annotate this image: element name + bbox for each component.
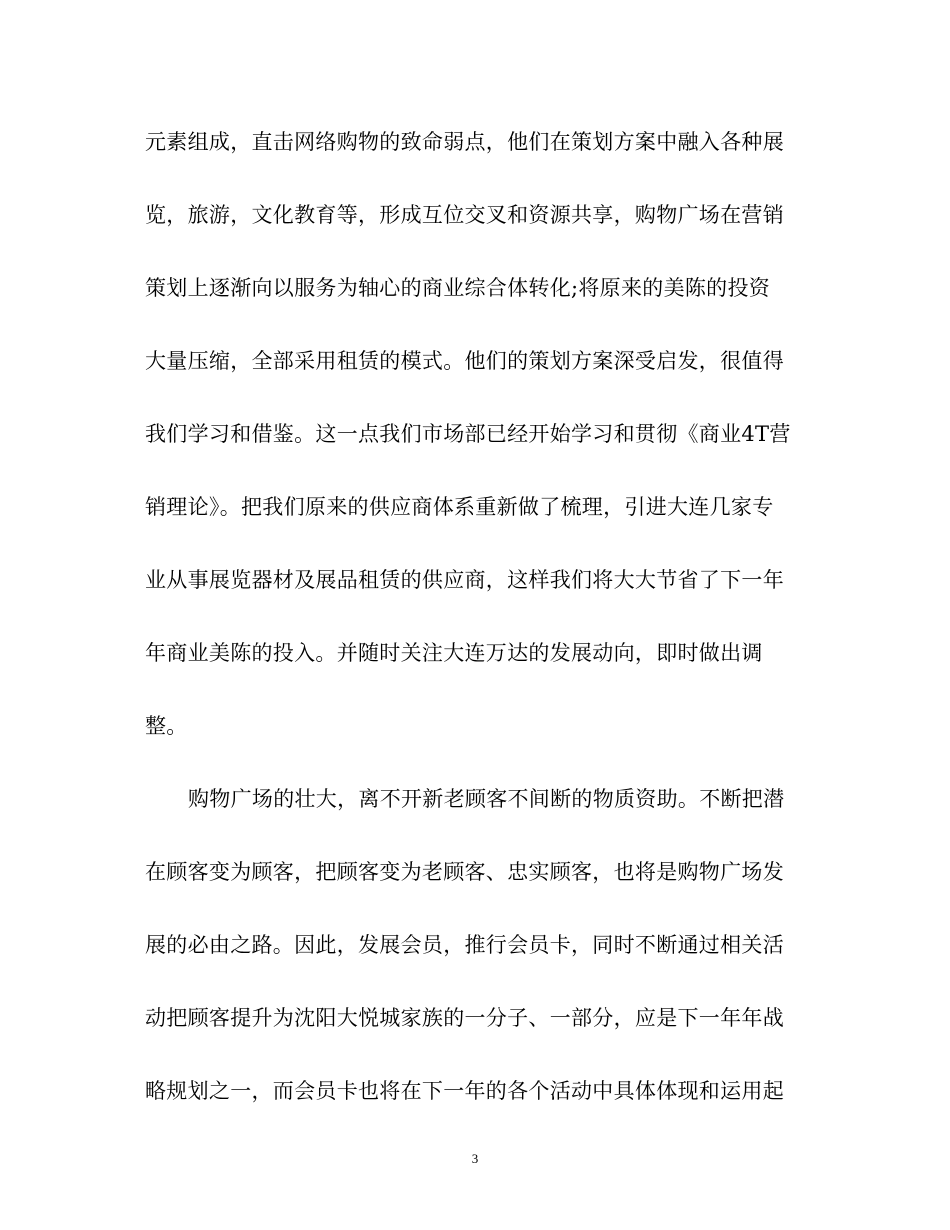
text-line: 大量压缩，全部采用租赁的模式。他们的策划方案深受启发，很值得 [145, 349, 784, 373]
text-line: 年商业美陈的投入。并随时关注大连万达的发展动向，即时做出调 [145, 641, 763, 665]
text-line: 业从事展览器材及展品租赁的供应商，这样我们将大大节省了下一年 [145, 568, 784, 592]
text-line: 在顾客变为顾客，把顾客变为老顾客、忠实顾客，也将是购物广场发 [145, 860, 784, 884]
page-number: 3 [471, 1151, 479, 1166]
text-line: 展的必由之路。因此，发展会员，推行会员卡，同时不断通过相关活 [145, 933, 784, 957]
text-line: 整。 [145, 714, 188, 738]
text-line: 动把顾客提升为沈阳大悦城家族的一分子、一部分，应是下一年年战 [145, 1006, 784, 1030]
text-line: 我们学习和借鉴。这一点我们市场部已经开始学习和贯彻《商业4T营 [145, 422, 791, 446]
text-line: 元素组成，直击网络购物的致命弱点，他们在策划方案中融入各种展 [145, 130, 784, 154]
paragraph-first-line: 购物广场的壮大，离不开新老顾客不间断的物质资助。不断把潜 [188, 787, 785, 811]
text-line: 略规划之一，而会员卡也将在下一年的各个活动中具体体现和运用起 [145, 1079, 784, 1103]
text-line: 览，旅游，文化教育等，形成互位交叉和资源共享，购物广场在营销 [145, 203, 784, 227]
text-line: 策划上逐渐向以服务为轴心的商业综合体转化;将原来的美陈的投资 [145, 276, 771, 300]
text-line: 销理论》。把我们原来的供应商体系重新做了梳理，引进大连几家专 [145, 495, 774, 519]
